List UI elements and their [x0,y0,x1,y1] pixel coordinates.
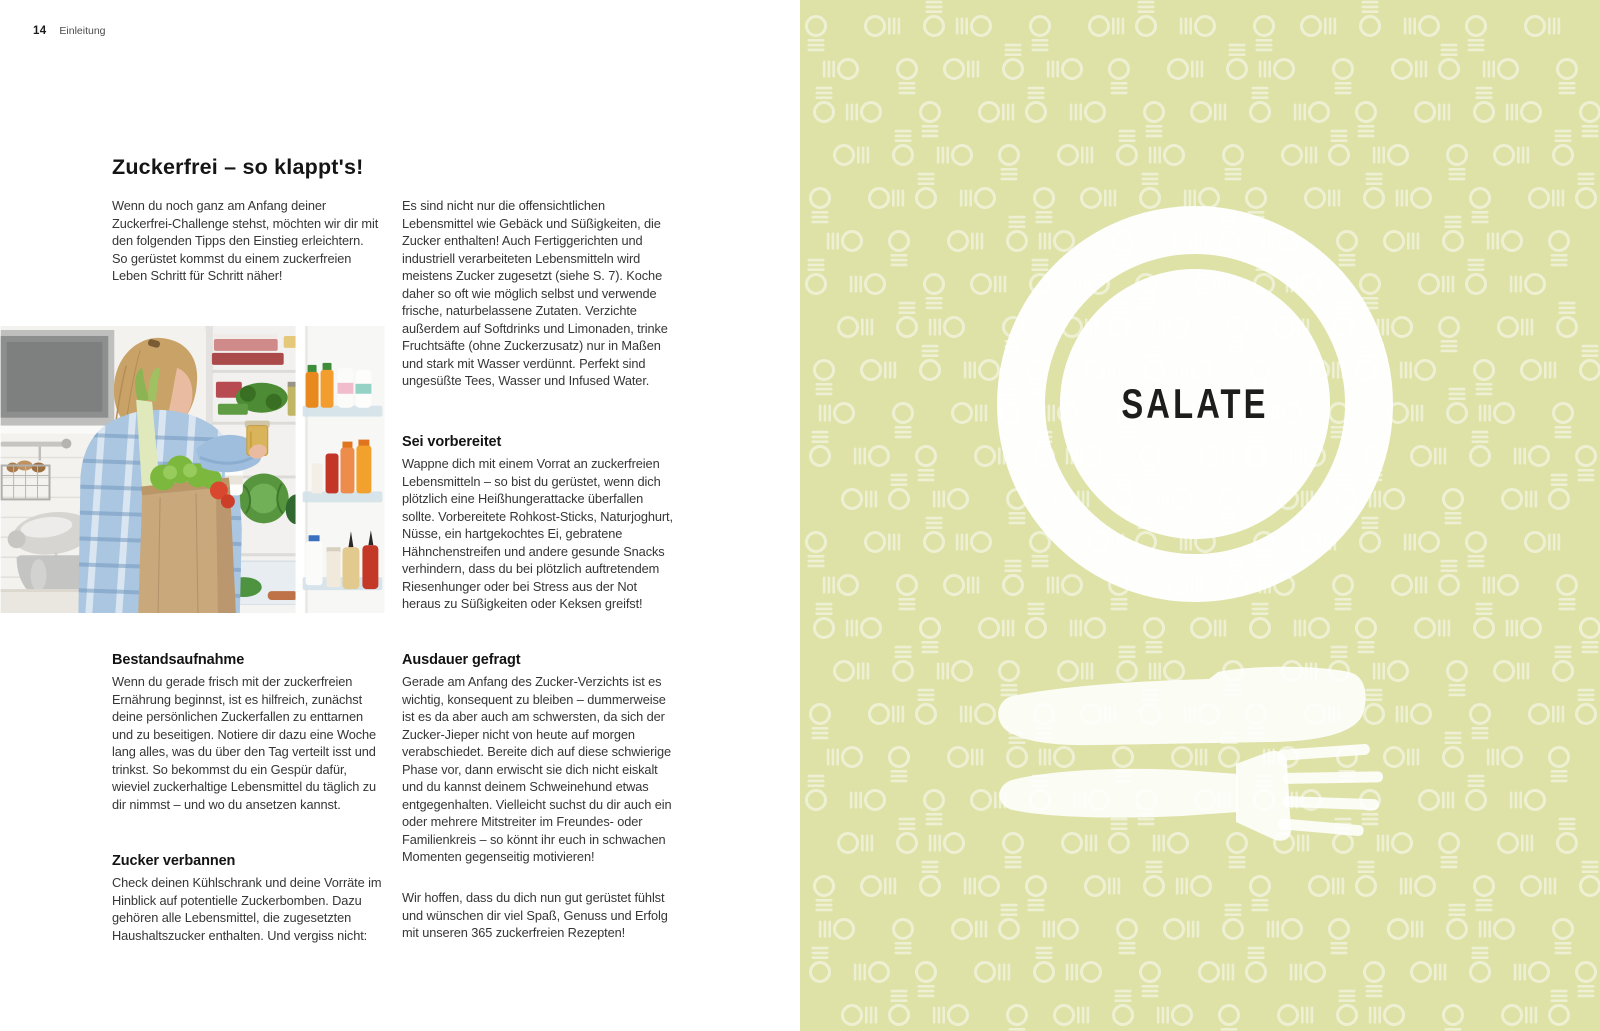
section-title: SALATE [1121,380,1269,427]
section-body: Gerade am Anfang des Zucker-Verzichts ist es wichtig, konsequent zu bleiben – dummerweise ist es da aber auch am schwersten, da sich der Zucker-Jieper nicht von heute auf morgen verabschiedet. Bereite dich auf diese schwierige Phase vor, dann erwischt sie dich nicht eiskalt und du kannst deinem Schweinehund etwas entgegenhalten. Vielleicht suchst du dir auch ein oder mehrere Mitstreiter im Freundes- oder Familienkreis – so könnt ihr euch in schwachen Momenten gegenseitig motivieren! [402,674,672,864]
section-body: Wenn du gerade frisch mit der zuckerfreien Ernährung beginnst, ist es hilfreich, zunächst deine persönlichen Zuckerfallen zu enttarnen und zu beseitigen. Notiere dir dazu eine Woche lang alles, was du über den Tag verteilt isst und trinkst. So bekommst du ein Gespür dafür, wieviel zuckerhaltige Lebensmittel du täglich zu dir nimmst – und wo du ansetzen kannst. [112,674,377,812]
refrigerator-door [296,326,385,613]
section-bestandsaufnahme [112,651,382,813]
section-heading: Bestandsaufnahme [112,652,245,668]
section-heading: Zucker verbannen [112,853,236,869]
section-zucker-verbannen [112,852,382,944]
closing-paragraph [402,889,678,942]
section-sei-vorbereitet [402,433,678,613]
intro-text: Wenn du noch ganz am Anfang deiner Zuckerfrei-Challenge stehst, möchten wir dir mit den folgenden Tipps den Einstieg erleichtern. So gerüstet kommst du einem zuckerfreien Leben Schritt für Schritt näher! [112,198,379,283]
kitchen-photo-illustration [0,326,385,613]
section-ausdauer-gefragt [402,651,678,866]
section-body: Wir hoffen, dass du dich nun gut gerüstet fühlst und wünschen dir viel Spaß, Genuss und Erfolg mit unseren 365 zuckerfreien Rezepten! [402,890,668,940]
divider-artwork [800,0,1600,1031]
microwave [1,330,119,434]
running-header [33,25,106,37]
page-number: 14 [33,25,47,37]
intro-paragraph [112,197,382,285]
page-title: Zuckerfrei – so klappt's! [112,155,364,179]
chapter-label: Einleitung [59,25,106,37]
section-heading: Sei vorbereitet [402,434,502,450]
section-heading: Ausdauer gefragt [402,652,521,668]
section-body: Check deinen Kühlschrank und deine Vorräte im Hinblick auf potentielle Zuckerbomben. Dazu gehören alle Lebensmittel, die zugesetzten Haushaltszucker enthalten. Und vergiss nicht: [112,875,382,943]
paragraph-hidden-sugars [402,197,678,390]
section-body: Es sind nicht nur die offensichtlichen Lebensmittel wie Gebäck und Süßigkeiten, die Zucker enthalten! Auch Fertiggerichten und industriell verarbeiteten Lebensmitteln wird meistens Zucker zugesetzt (siehe S. 7). Koche daher so oft wie möglich selbst und verwende frische, naturbelassene Zutaten. Verzichte außerdem auf Softdrinks und Limonaden, trinke Fruchtsäfte (ohne Zuckerzusatz) nur in Maßen und stark mit Wasser verdünnt. Perfekt sind ungesüßte Tees, Wasser und Infused Water. [402,198,668,388]
kitchen-fridge-photo [0,326,385,613]
right-page [800,0,1600,1031]
section-body: Wappne dich mit einem Vorrat an zuckerfreien Lebensmitteln – so bist du gerüstet, wenn dich plötzlich eine Heißhungerattacke überfallen sollte. Vorbereitete Rohkost-Sticks, Naturjoghurt, Nüsse, ein hartgekochtes Ei, gebratene Hähnchenstreifen und andere gesunde Snacks verhindern, dass du bei plötzlich auftretendem Riesenhunger oder bei Stress aus der Not heraus zu Süßigkeiten oder Keksen greifst! [402,456,673,611]
